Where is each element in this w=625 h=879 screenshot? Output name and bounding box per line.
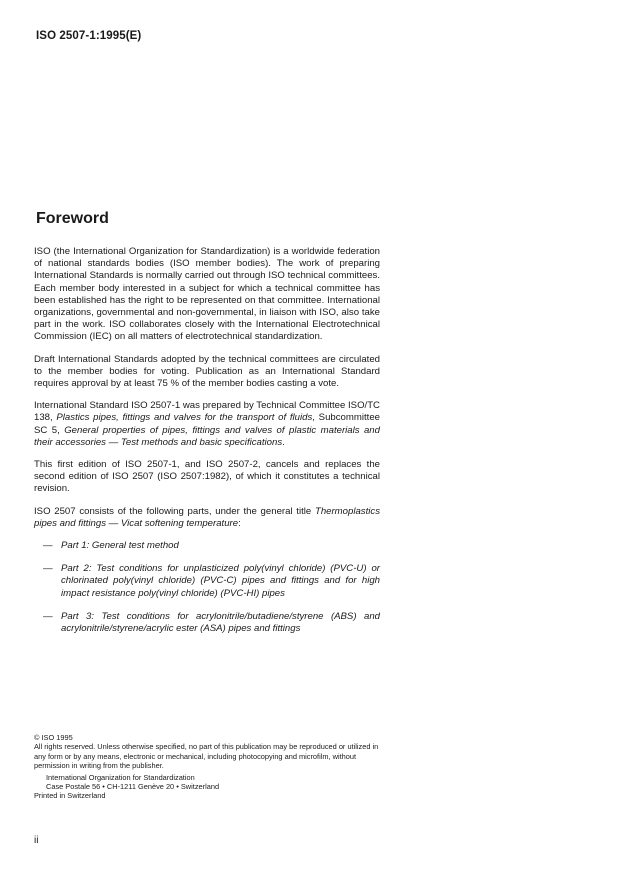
paragraph-draft-standards: Draft International Standards adopted by the technical committees are circulated to the member bodies for voting. Publication as an International Standard requires approval by at least 75 % of the member bodies casting a vote. [34,353,380,390]
organization-address: Case Postale 56 • CH-1211 Genève 20 • Switzerland [46,782,220,792]
text-segment: : [238,517,241,529]
part-title: Part 1: General test method [61,540,179,552]
subcommittee-title: General properties of pipes, fittings and valves of plastic materials and their accessories — Test methods and basic specifications [34,424,380,448]
organization-name: International Organization for Standardization [46,772,195,782]
paragraph-parts-intro [34,506,380,530]
printed-in: Printed in Switzerland [34,791,106,801]
committee-title: Plastics pipes, fittings and valves for the transport of fluids [56,412,313,424]
list-item [34,611,380,635]
part-title: Part 2: Test conditions for unplasticized poly(vinyl chloride) (PVC-U) or chlorinated poly(vinyl chloride) (PVC-C) pipes and fittings and for high impact resistance poly(vinyl chloride) (PVC-HI) pipes [61,563,380,599]
list-item [34,540,380,552]
paragraph-preparation [34,400,380,449]
rights-statement: All rights reserved. Unless otherwise specified, no part of this publication may be reproduced or utilized in any form or by any means, electronic or mechanical, including photocopying and microfilm, without permission in writing from the publisher. [34,742,379,771]
page-number: ii [34,835,39,846]
text-segment: , Subcommittee SC 5, [34,412,380,436]
parts-list [34,540,380,635]
dash-bullet: — [43,610,53,622]
part-title: Part 3: Test conditions for acrylonitrile/butadiene/styrene (ABS) and acrylonitrile/styrene/acrylic ester (ASA) pipes and fittings [61,610,380,635]
general-title: Thermoplastics pipes and fittings — Vicat softening temperature [34,505,380,529]
text-segment: ISO 2507 consists of the following parts, under the general title [34,505,315,517]
list-item [34,563,380,600]
paragraph-edition: This first edition of ISO 2507-1, and ISO 2507-2, cancels and replaces the second edition of ISO 2507 (ISO 2507:1982), of which it constitutes a technical revision. [34,459,380,495]
paragraph-about-iso: ISO (the International Organization for Standardization) is a worldwide federation of national standards bodies (ISO member bodies). The work of preparing International Standards is normally carried out through ISO technical committees. Each member body interested in a subject for which a technical committee has been established has the right to be represented on that committee. International organizations, governmental and non-governmental, in liaison with ISO, also take part in the work. ISO collaborates closely with the International Electrotechnical Commission (IEC) on all matters of electrotechnical standardization. [34,246,380,343]
copyright-block [34,733,380,801]
document-id: ISO 2507-1:1995(E) [36,30,142,42]
copyright-notice: © ISO 1995 [34,733,73,742]
dash-bullet: — [43,563,53,575]
foreword-body [34,246,380,646]
dash-bullet: — [43,540,53,552]
text-segment: International Standard ISO 2507-1 was prepared by Technical Committee ISO/TC 138, [34,400,380,424]
text-segment: . [282,436,285,448]
page-title: Foreword [36,210,109,227]
